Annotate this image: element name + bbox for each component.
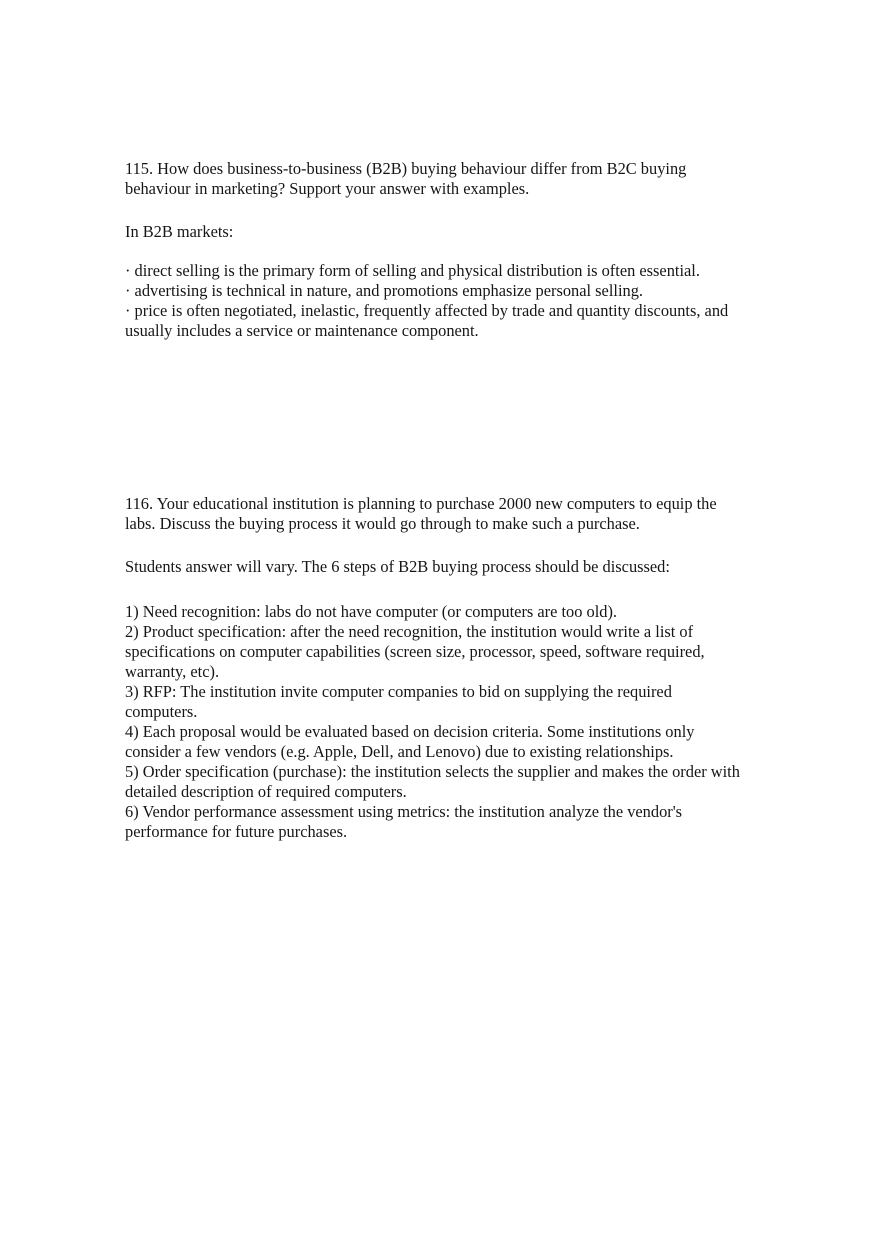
step-line: 2) Product specification: after the need recognition, the institution would write a list of bbox=[125, 622, 694, 641]
question-116-line: labs. Discuss the buying process it would go through to make such a purchase. bbox=[125, 514, 640, 533]
step-line: 3) RFP: The institution invite computer companies to bid on supplying the required bbox=[125, 682, 672, 701]
question-116 bbox=[125, 494, 785, 534]
step-line: 4) Each proposal would be evaluated based on decision criteria. Some institutions only bbox=[125, 722, 695, 741]
question-115-line: 115. How does business-to-business (B2B) buying behaviour differ from B2C buying bbox=[125, 159, 687, 178]
answer-116-steps bbox=[125, 602, 785, 842]
answer-115-lead-text: In B2B markets: bbox=[125, 222, 234, 241]
answer-116-lead-text: Students answer will vary. The 6 steps of B2B buying process should be discussed: bbox=[125, 557, 670, 576]
answer-115-bullets bbox=[125, 261, 785, 341]
question-116-line: 116. Your educational institution is planning to purchase 2000 new computers to equip the bbox=[125, 494, 717, 513]
step-line: detailed description of required computers. bbox=[125, 782, 407, 801]
step-line: computers. bbox=[125, 702, 198, 721]
step-line: 5) Order specification (purchase): the institution selects the supplier and makes the order with bbox=[125, 762, 740, 781]
bullet-line: · direct selling is the primary form of selling and physical distribution is often essential. bbox=[125, 261, 700, 280]
step-line: 6) Vendor performance assessment using metrics: the institution analyze the vendor's bbox=[125, 802, 683, 821]
answer-116-lead bbox=[125, 557, 785, 577]
bullet-line: · advertising is technical in nature, and promotions emphasize personal selling. bbox=[125, 281, 643, 300]
step-line: specifications on computer capabilities (screen size, processor, speed, software required, bbox=[125, 642, 705, 661]
answer-115-lead bbox=[125, 222, 785, 242]
step-line: consider a few vendors (e.g. Apple, Dell, and Lenovo) due to existing relationships. bbox=[125, 742, 674, 761]
step-line: warranty, etc). bbox=[125, 662, 220, 681]
bullet-line: usually includes a service or maintenance component. bbox=[125, 321, 479, 340]
step-line: performance for future purchases. bbox=[125, 822, 348, 841]
step-line: 1) Need recognition: labs do not have computer (or computers are too old). bbox=[125, 602, 618, 621]
bullet-line: · price is often negotiated, inelastic, frequently affected by trade and quantity discounts, and bbox=[125, 301, 729, 320]
question-115 bbox=[125, 159, 785, 199]
question-115-line: behaviour in marketing? Support your answer with examples. bbox=[125, 179, 530, 198]
